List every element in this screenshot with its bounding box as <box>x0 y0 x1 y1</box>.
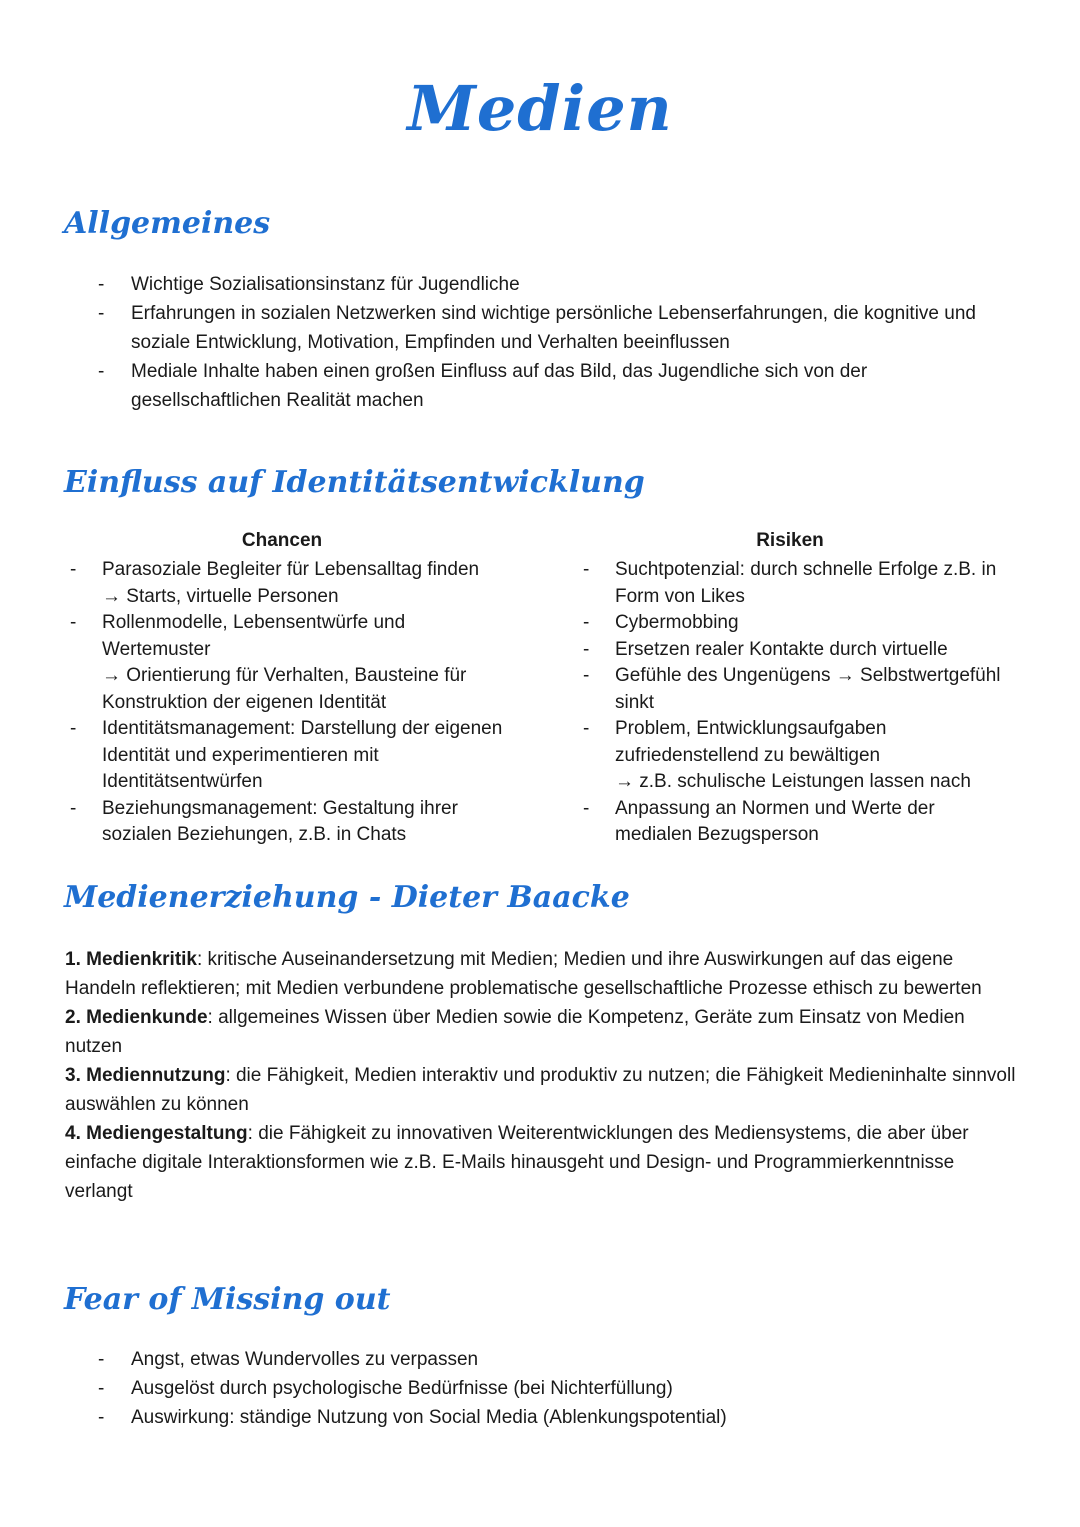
page-title: Medien <box>407 72 673 145</box>
list-item: - Cybermobbing <box>615 610 1035 637</box>
list-item: - Wichtige Sozialisationsinstanz für Jugendliche <box>131 270 1011 299</box>
list-item: - Ersetzen realer Kontakte durch virtuelle <box>615 637 1035 664</box>
heading-medienerziehung: Medienerziehung - Dieter Baacke <box>64 880 630 915</box>
list-item: 2. Medienkunde: allgemeines Wissen über Medien sowie die Kompetenz, Geräte zum Einsatz von Medien nutzen <box>65 1007 965 1057</box>
list-item: - Gefühle des Ungenügens → Selbstwertgefühl sinkt <box>615 663 1035 716</box>
heading-allgemeines: Allgemeines <box>64 206 271 241</box>
chancen-list <box>102 557 542 849</box>
list-item: - Erfahrungen in sozialen Netzwerken sind wichtige persönliche Lebenserfahrungen, die kognitive und soziale Entwicklung, Motivation, Empfinden und Verhalten beeinflussen <box>131 299 1011 357</box>
list-item: 4. Mediengestaltung: die Fähigkeit zu innovativen Weiterentwicklungen des Mediensystems, die aber über einfache digitale Interaktionsformen wie z.B. E-Mails hinausgeht und Design- und Programmierkenntnisse verlangt <box>65 1123 969 1202</box>
risiken-header: Risiken <box>756 530 824 551</box>
list-item: - Anpassung an Normen und Werte der medialen Bezugsperson <box>615 796 1035 849</box>
medienerziehung-list <box>65 945 1025 1206</box>
list-item: - Parasoziale Begleiter für Lebensalltag finden → Starts, virtuelle Personen <box>102 557 542 610</box>
list-item: - Suchtpotenzial: durch schnelle Erfolge z.B. in Form von Likes <box>615 557 1035 610</box>
chancen-header: Chancen <box>241 530 323 551</box>
list-item: - Identitätsmanagement: Darstellung der eigenen Identität und experimentieren mit Identitätsentwürfen <box>102 716 542 796</box>
list-item: - Auswirkung: ständige Nutzung von Social Media (Ablenkungspotential) <box>131 1403 1011 1432</box>
list-item: 1. Medienkritik: kritische Auseinandersetzung mit Medien; Medien und ihre Auswirkungen auf das eigene Handeln reflektieren; mit Medien verbundene problematische gesellschaftliche Prozesse ethisch zu bewerten <box>65 949 982 999</box>
list-item: - Angst, etwas Wundervolles zu verpassen <box>131 1345 1011 1374</box>
fomo-list <box>131 1345 1011 1432</box>
heading-einfluss: Einfluss auf Identitätsentwicklung <box>64 465 645 500</box>
risiken-list <box>615 557 1035 849</box>
heading-fomo: Fear of Missing out <box>64 1282 391 1317</box>
list-item: - Beziehungsmanagement: Gestaltung ihrer sozialen Beziehungen, z.B. in Chats <box>102 796 542 849</box>
list-item: - Mediale Inhalte haben einen großen Einfluss auf das Bild, das Jugendliche sich von der gesellschaftlichen Realität machen <box>131 357 1011 415</box>
list-item: - Rollenmodelle, Lebensentwürfe und Wertemuster → Orientierung für Verhalten, Bausteine für Konstruktion der eigenen Identität <box>102 610 542 716</box>
allgemeines-list <box>131 270 1011 415</box>
list-item: 3. Mediennutzung: die Fähigkeit, Medien interaktiv und produktiv zu nutzen; die Fähigkeit Medieninhalte sinnvoll auswählen zu können <box>65 1065 1016 1115</box>
list-item: - Ausgelöst durch psychologische Bedürfnisse (bei Nichterfüllung) <box>131 1374 1011 1403</box>
list-item: - Problem, Entwicklungsaufgaben zufriedenstellend zu bewältigen → z.B. schulische Leistungen lassen nach <box>615 716 1035 796</box>
